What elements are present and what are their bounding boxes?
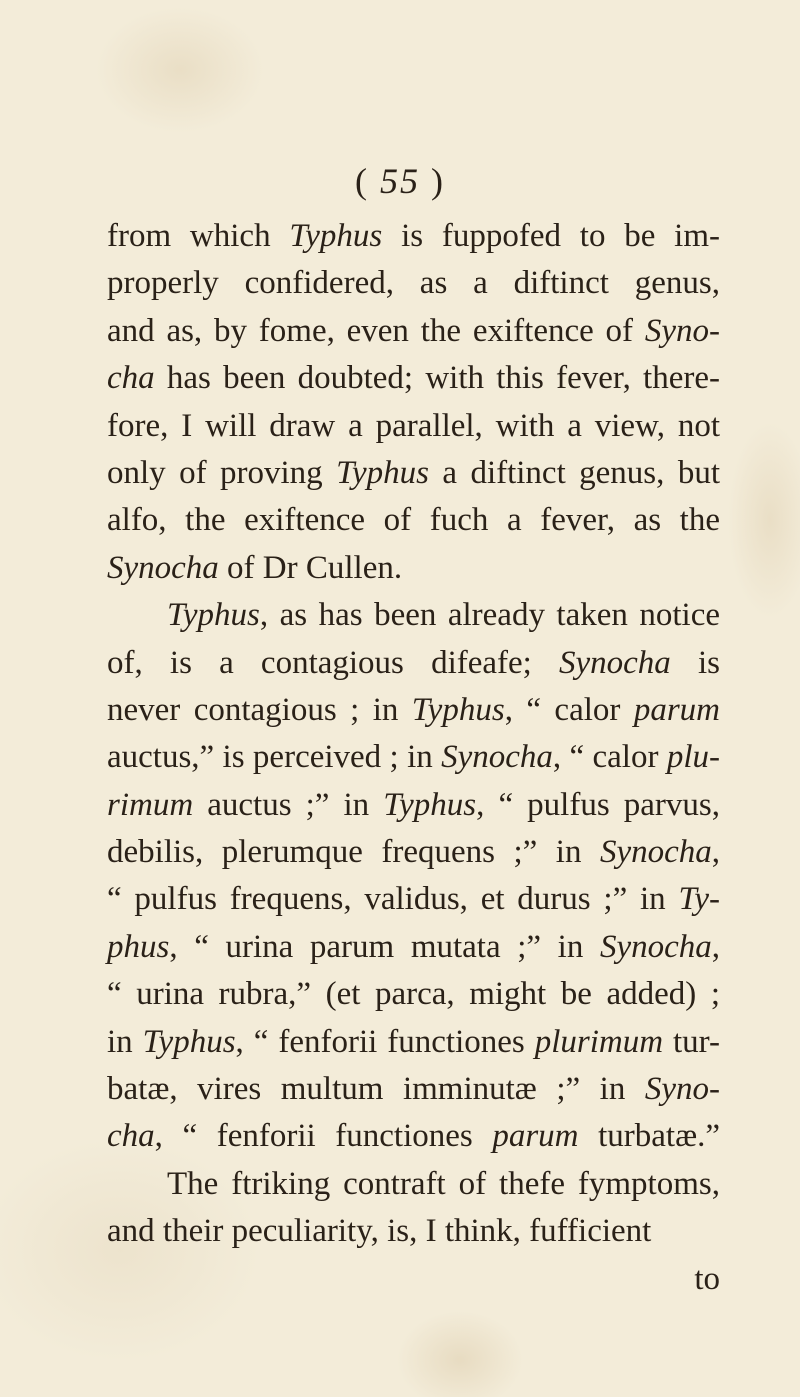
- text-line: properly confidered, as a diftinct genus,: [107, 265, 720, 302]
- text-line: Synocha of Dr Cullen.: [107, 549, 403, 586]
- text-line: of, is a contagious difeafe; Synocha is: [107, 644, 720, 681]
- text-line: phus, “ urina parum mutata ;” in Synocha,: [107, 928, 720, 965]
- italic-term: Typhus: [411, 691, 505, 728]
- italic-term: Typhus: [336, 454, 429, 491]
- italic-term: parum: [492, 1118, 579, 1155]
- text-line: The ftriking contraft of thefe fymptoms,: [167, 1165, 720, 1202]
- italic-term: rimum: [107, 786, 194, 823]
- italic-term: Synocha: [441, 739, 553, 776]
- italic-term: parum: [633, 691, 720, 728]
- text-line: never contagious ; in Typhus, “ calor parum: [107, 691, 720, 728]
- text-line: “ pulfus frequens, validus, et durus ;” in Ty-: [107, 881, 720, 918]
- text-line: and their peculiarity, is, I think, fufficient: [107, 1213, 652, 1250]
- italic-term: Syno-: [644, 312, 720, 349]
- text-line: from which Typhus is fuppofed to be im-: [107, 218, 720, 254]
- italic-term: Typhus: [383, 786, 477, 823]
- text-line: in Typhus, “ fenforii functiones plurimum tur-: [107, 1023, 720, 1060]
- italic-term: Typhus: [167, 597, 260, 634]
- italic-term: cha: [107, 360, 155, 397]
- italic-term: Synocha: [559, 644, 671, 681]
- catchword: to: [694, 1260, 720, 1297]
- body-text: [107, 213, 720, 1303]
- text-line: only of proving Typhus a diftinct genus, but: [107, 454, 720, 491]
- text-line: fore, I will draw a parallel, with a view, not: [107, 407, 720, 444]
- text-line: batæ, vires multum imminutæ ;” in Syno-: [107, 1071, 720, 1108]
- text-line: rimum auctus ;” in Typhus, “ pulfus parvus,: [107, 786, 720, 823]
- page-number: ( 55 ): [355, 161, 445, 201]
- text-line: cha, “ fenforii functiones parum turbatæ.”: [107, 1118, 721, 1155]
- text-line: Typhus, as has been already taken notice: [167, 597, 720, 634]
- page-number-value: 55: [380, 161, 420, 201]
- italic-term: plurimum: [534, 1023, 664, 1060]
- italic-term: Synocha: [599, 834, 712, 871]
- text-line: auctus,” is perceived ; in Synocha, “ calor plu-: [107, 739, 720, 776]
- text-line: cha has been doubted; with this fever, there-: [107, 360, 720, 397]
- italic-term: plu-: [666, 739, 720, 776]
- italic-term: cha: [107, 1118, 155, 1155]
- text-line: and as, by fome, even the exiftence of Syno-: [107, 312, 720, 349]
- italic-term: Typhus: [289, 218, 383, 254]
- italic-term: Synocha: [599, 928, 712, 965]
- text-line: alfo, the exiftence of fuch a fever, as the: [107, 502, 720, 539]
- italic-term: Typhus: [142, 1023, 236, 1060]
- italic-term: Ty-: [678, 881, 720, 918]
- italic-term: Synocha: [107, 549, 219, 586]
- italic-term: phus: [107, 928, 170, 965]
- text-line: “ urina rubra,” (et parca, might be added) ;: [107, 976, 720, 1013]
- text-line: debilis, plerumque frequens ;” in Synocha,: [107, 834, 720, 871]
- italic-term: Syno-: [644, 1071, 720, 1108]
